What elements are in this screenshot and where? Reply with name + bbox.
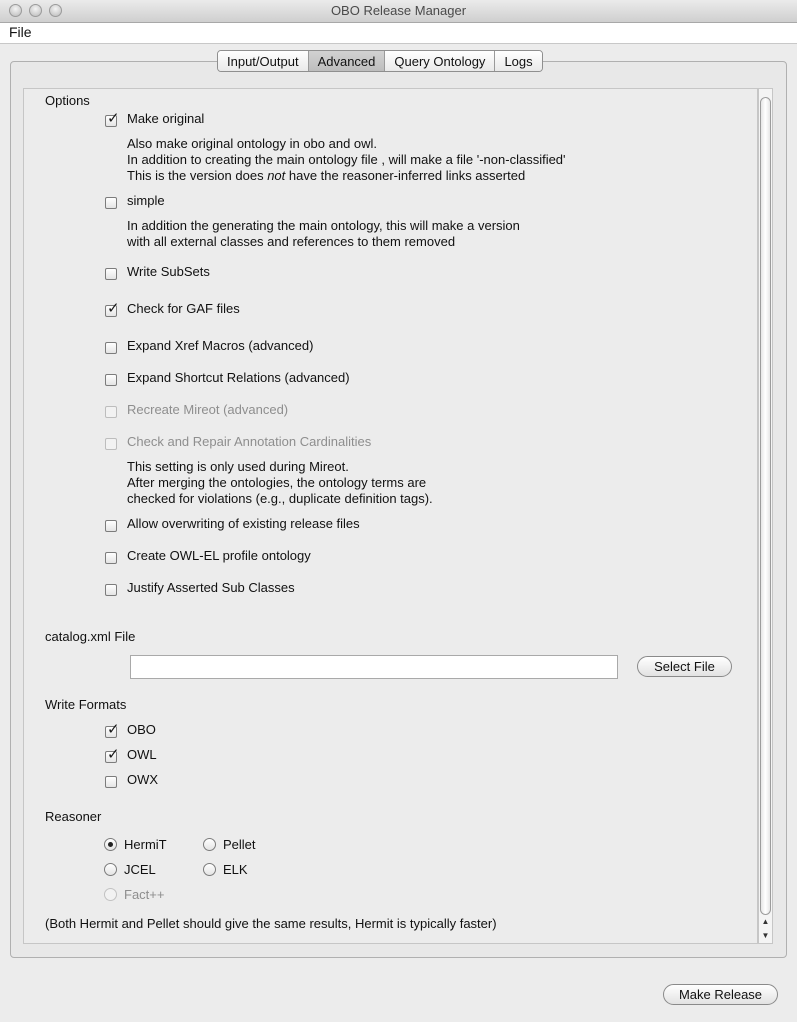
menu-file[interactable]: File bbox=[9, 24, 32, 40]
reasoner-elk-label: ELK bbox=[223, 862, 248, 877]
reasoner-jcel-radio[interactable] bbox=[104, 863, 117, 876]
expand-shortcut-checkbox[interactable] bbox=[105, 374, 117, 386]
check-icon: ✓ bbox=[107, 110, 120, 127]
obo-checkbox[interactable] bbox=[105, 721, 120, 738]
justify-checkbox[interactable] bbox=[105, 584, 117, 596]
scroll-down-icon[interactable]: ▼ bbox=[761, 931, 770, 940]
reasoner-heading: Reasoner bbox=[45, 809, 102, 824]
catalog-file-input[interactable] bbox=[130, 655, 618, 679]
write-subsets-label: Write SubSets bbox=[127, 264, 210, 279]
reasoner-factpp-radio bbox=[104, 888, 117, 901]
make-original-desc-2: In addition to creating the main ontology file , will make a file '-non-classified' bbox=[127, 152, 566, 167]
expand-xref-label: Expand Xref Macros (advanced) bbox=[127, 338, 314, 353]
reasoner-hermit-label: HermiT bbox=[124, 837, 167, 852]
tab-advanced[interactable]: Advanced bbox=[309, 51, 386, 71]
check-icon: ✓ bbox=[107, 746, 120, 763]
write-formats-heading: Write Formats bbox=[45, 697, 127, 712]
reasoner-pellet-radio[interactable] bbox=[203, 838, 216, 851]
tab-bar bbox=[217, 50, 543, 72]
reasoner-jcel-label: JCEL bbox=[124, 862, 156, 877]
reasoner-elk-radio[interactable] bbox=[203, 863, 216, 876]
simple-desc-1: In addition the generating the main ontology, this will make a version bbox=[127, 218, 520, 233]
make-original-desc-3: This is the version does not have the reasoner-inferred links asserted bbox=[127, 168, 526, 183]
check-repair-desc-2: After merging the ontologies, the ontology terms are bbox=[127, 475, 427, 490]
owl-el-checkbox[interactable] bbox=[105, 552, 117, 564]
make-original-desc-1: Also make original ontology in obo and owl. bbox=[127, 136, 378, 151]
simple-checkbox[interactable] bbox=[105, 197, 117, 209]
write-subsets-checkbox[interactable] bbox=[105, 268, 117, 280]
justify-label: Justify Asserted Sub Classes bbox=[127, 580, 295, 595]
scroll-up-icon[interactable]: ▲ bbox=[761, 917, 770, 926]
reasoner-note: (Both Hermit and Pellet should give the same results, Hermit is typically faster) bbox=[45, 916, 497, 931]
make-release-button[interactable]: Make Release bbox=[663, 984, 778, 1005]
expand-shortcut-label: Expand Shortcut Relations (advanced) bbox=[127, 370, 350, 385]
recreate-mireot-label: Recreate Mireot (advanced) bbox=[127, 402, 289, 417]
owx-checkbox[interactable] bbox=[105, 776, 117, 788]
tab-input-output[interactable]: Input/Output bbox=[218, 51, 309, 71]
owl-label: OWL bbox=[127, 747, 157, 762]
simple-desc-2: with all external classes and references to them removed bbox=[127, 234, 456, 249]
tab-query-ontology[interactable]: Query Ontology bbox=[385, 51, 495, 71]
obo-label: OBO bbox=[127, 722, 156, 737]
owx-label: OWX bbox=[127, 772, 159, 787]
recreate-mireot-checkbox bbox=[105, 406, 117, 418]
check-icon: ✓ bbox=[107, 721, 120, 738]
owl-checkbox[interactable] bbox=[105, 746, 120, 763]
radio-selected-dot bbox=[108, 842, 113, 847]
reasoner-factpp-label: Fact++ bbox=[124, 887, 165, 902]
options-heading: Options bbox=[45, 93, 90, 108]
reasoner-hermit-radio[interactable] bbox=[104, 838, 117, 851]
menu-bar bbox=[0, 23, 797, 44]
check-gaf-checkbox[interactable] bbox=[105, 300, 120, 317]
reasoner-pellet-label: Pellet bbox=[223, 837, 256, 852]
catalog-heading: catalog.xml File bbox=[45, 629, 136, 644]
simple-label: simple bbox=[127, 193, 165, 208]
allow-overwrite-checkbox[interactable] bbox=[105, 520, 117, 532]
tab-logs[interactable]: Logs bbox=[495, 51, 541, 71]
title-bar bbox=[0, 0, 797, 23]
make-original-checkbox[interactable] bbox=[105, 110, 120, 127]
check-repair-label: Check and Repair Annotation Cardinalities bbox=[127, 434, 372, 449]
vertical-scrollbar[interactable] bbox=[758, 88, 773, 944]
check-repair-desc-1: This setting is only used during Mireot. bbox=[127, 459, 349, 474]
scrollbar-thumb[interactable] bbox=[760, 97, 771, 915]
check-icon: ✓ bbox=[107, 300, 120, 317]
window-title: OBO Release Manager bbox=[330, 3, 467, 18]
check-repair-desc-3: checked for violations (e.g., duplicate definition tags). bbox=[127, 491, 433, 506]
expand-xref-checkbox[interactable] bbox=[105, 342, 117, 354]
check-repair-checkbox bbox=[105, 438, 117, 450]
select-file-button[interactable]: Select File bbox=[637, 656, 732, 677]
allow-overwrite-label: Allow overwriting of existing release files bbox=[127, 516, 360, 531]
owl-el-label: Create OWL-EL profile ontology bbox=[127, 548, 311, 563]
make-original-label: Make original bbox=[127, 111, 205, 126]
check-gaf-label: Check for GAF files bbox=[127, 301, 240, 316]
